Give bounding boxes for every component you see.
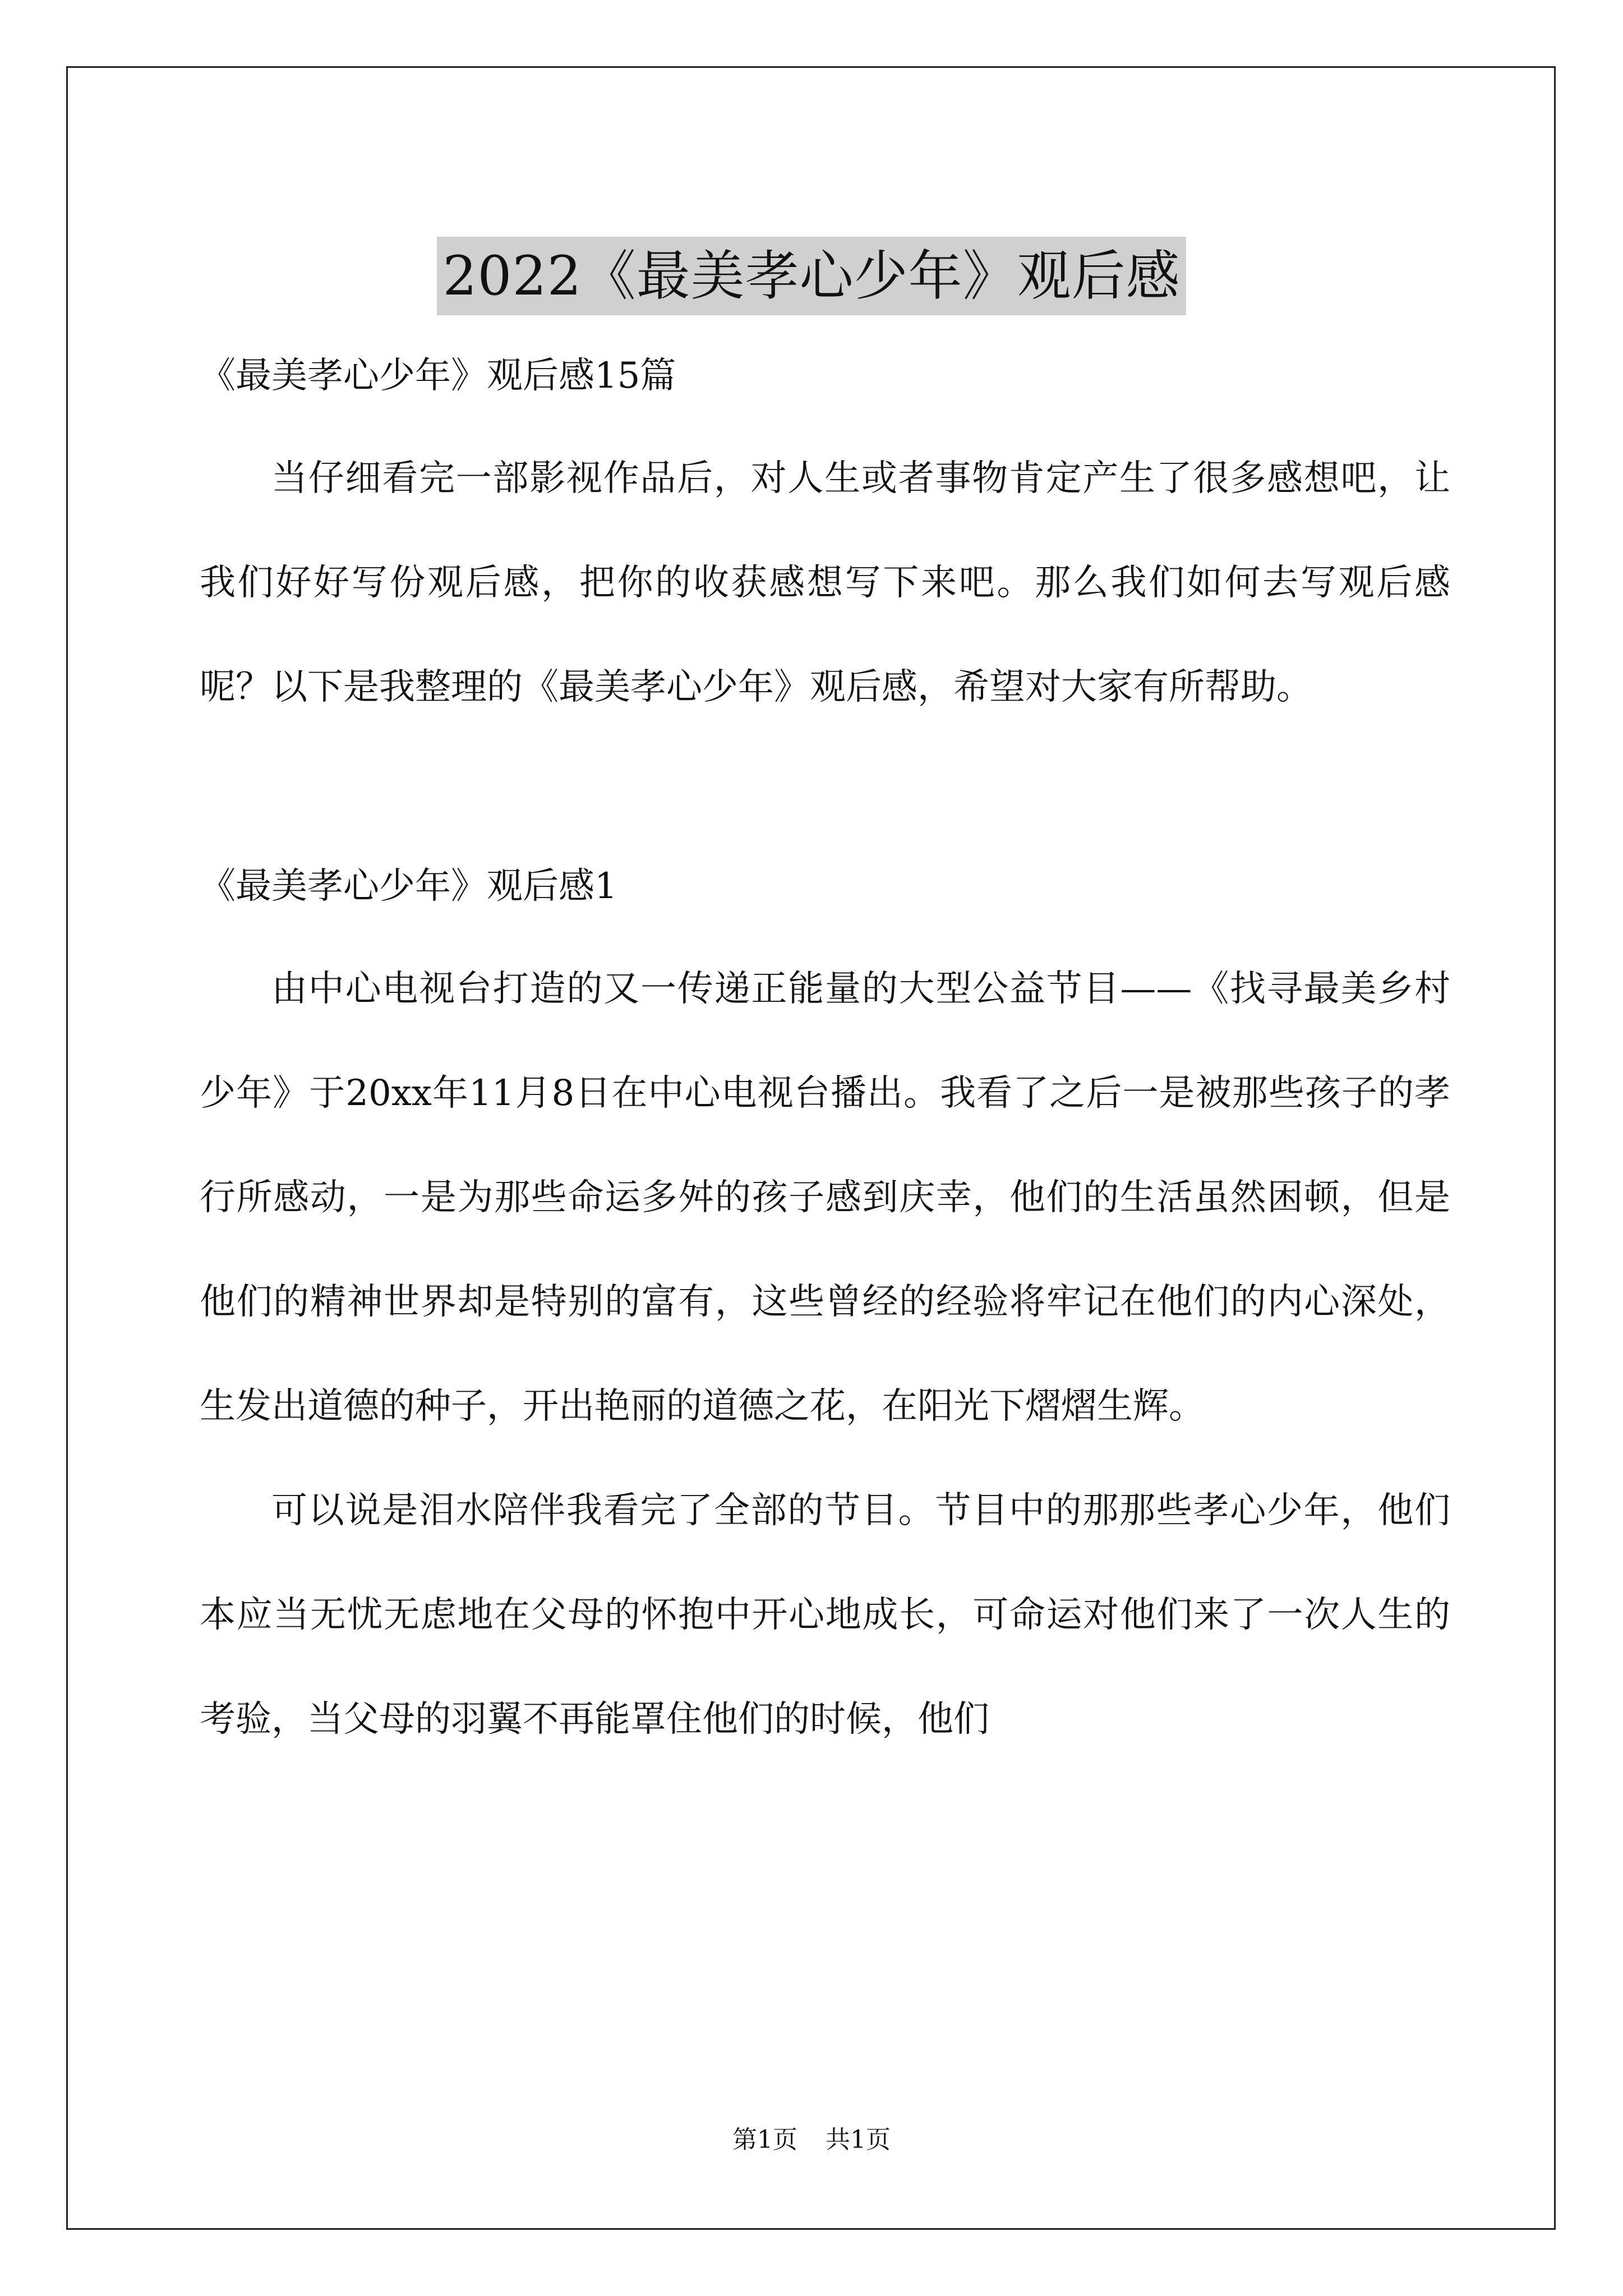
body-paragraph: 可以说是泪水陪伴我看完了全部的节目。节目中的那那些孝心少年，他们本应当无忧无虑地在父母的怀抱中开心地成长，可命运对他们来了一次人生的考验，当父母的羽翼不再能罩住他们的时候，他们 xyxy=(200,1490,1450,1740)
document-title: 2022《最美孝心少年》观后感 xyxy=(437,237,1186,315)
title-container xyxy=(0,201,1623,352)
intro-paragraph: 当仔细看完一部影视作品后，对人生或者事物肯定产生了很多感想吧，让我们好好写份观后感，把你的收获感想写下来吧。那么我们如何去写观后感呢？以下是我整理的《最美孝心少年》观后感，希望对大家有所帮助。 xyxy=(200,458,1450,708)
page-total: 共1页 xyxy=(826,2125,891,2154)
page-footer xyxy=(0,2123,1623,2157)
document-body xyxy=(200,337,1450,1772)
body-paragraph: 由中心电视台打造的又一传递正能量的大型公益节目——《找寻最美乡村少年》于20xx年11月8日在中心电视台播出。我看了之后一是被那些孩子的孝行所感动，一是为那些命运多舛的孩子感到庆幸，他们的生活虽然困顿，但是他们的精神世界却是特别的富有，这些曾经的经验将牢记在他们的内心深处，生发出道德的种子，开出艳丽的道德之花，在阳光下熠熠生辉。 xyxy=(200,968,1450,1427)
document-subtitle: 《最美孝心少年》观后感15篇 xyxy=(200,355,676,397)
section-heading: 《最美孝心少年》观后感1 xyxy=(200,866,617,907)
page-number: 第1页 xyxy=(732,2125,797,2154)
